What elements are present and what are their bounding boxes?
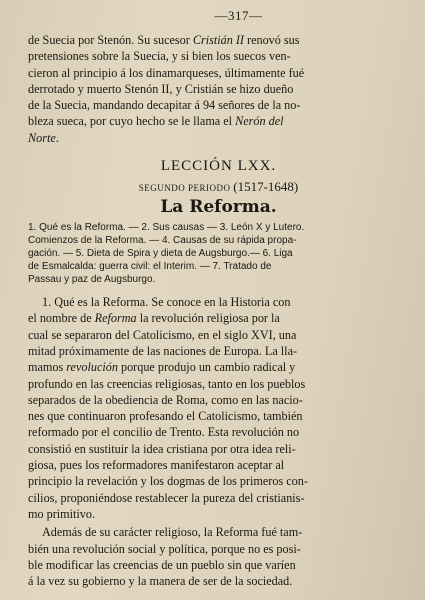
summary-line: 1. Qué es la Reforma. — 2. Sus causas — 3. León X y Lutero.: [28, 222, 305, 234]
text-line: ble modificar las creencias de un pueblo sin que varíen: [28, 557, 296, 572]
text-line: bién una revolución social y política, porque no es posi-: [28, 541, 301, 556]
text-line: 1. Qué es la Reforma. Se conoce en la Historia con: [42, 295, 291, 310]
text-line: nes que continuaron profesando el Catolicismo, también: [28, 409, 303, 424]
lesson-title: LECCIÓN LXX.: [160, 158, 277, 175]
text-line: derrotado y muerto Stenón II, y Cristián se hizo dueño: [28, 81, 294, 96]
text-line: consistió en sustituir la idea cristiana por otra idea reli-: [28, 441, 296, 456]
period-label: SEGUNDO PERIODO: [138, 183, 231, 194]
intro-paragraph: [28, 32, 409, 146]
period-heading: [28, 179, 409, 195]
page-number: —317—: [214, 8, 263, 23]
text-line: mamos revolución porque produjo un cambio radical y: [28, 360, 296, 375]
text-line: de Suecia por Stenón. Su sucesor Cristián II renovó sus: [28, 33, 300, 47]
text-line: cual se separaron del Catolicismo, en el siglo XVI, una: [28, 327, 297, 342]
text-line: Además de su carácter religioso, la Reforma fué tam-: [42, 525, 303, 540]
paragraph-que-es-la-reforma: [28, 294, 409, 522]
text-line: Norte.: [28, 130, 59, 145]
text-line: principio la revelación y los dogmas de los primeros con-: [28, 474, 308, 489]
lesson-summary: [28, 221, 409, 286]
paragraph-heading: 1. Qué es la Reforma.: [42, 295, 149, 310]
text-line: de la Suecia, mandando decapitar á 94 señores de la no-: [28, 98, 301, 113]
summary-line: gación. — 5. Dieta de Spira y dieta de Augsburgo.— 6. Liga: [28, 248, 293, 260]
text-line: separados de la obediencia de Roma, como en las nacio-: [28, 392, 303, 407]
text-line: mitad próximamente de las naciones de Europa. La lla-: [28, 343, 298, 358]
text-line: mo primitivo.: [28, 506, 96, 521]
text-line: bleza sueca, por cuyo hecho se le llama el Nerón del: [28, 114, 284, 129]
text-line: el nombre de Reforma la revolución religiosa por la: [28, 311, 280, 326]
text-line: cilios, proponiéndose restablecer la pureza del cristianis-: [28, 490, 305, 505]
text-line: cieron al principio á los dinamarqueses, últimamente fué: [28, 65, 305, 80]
summary-line: Passau y paz de Augsburgo.: [28, 274, 156, 286]
section-title: La Reforma.: [160, 197, 277, 218]
text-line: reformado por el concilio de Trento. Esta revolución no: [28, 425, 300, 440]
text-line: profundo en las creencias religiosas, tanto en los pueblos: [28, 376, 306, 391]
text-line: á la vez su gobierno y la manera de ser de la sociedad.: [28, 574, 293, 589]
summary-line: Comienzos de la Reforma. — 4. Causas de su rápida propa-: [28, 235, 297, 247]
text-line: pretensiones sobre la Suecia, y si bien los suecos ven-: [28, 49, 291, 64]
summary-line: de Esmalcalda: guerra civil: el Interim. — 7. Tratado de: [28, 261, 272, 273]
text-line: giosa, pues los reformadores manifestaron aceptar al: [28, 458, 285, 473]
paragraph-caracter-social: [28, 524, 409, 589]
period-years: (1517-1648): [233, 179, 299, 195]
